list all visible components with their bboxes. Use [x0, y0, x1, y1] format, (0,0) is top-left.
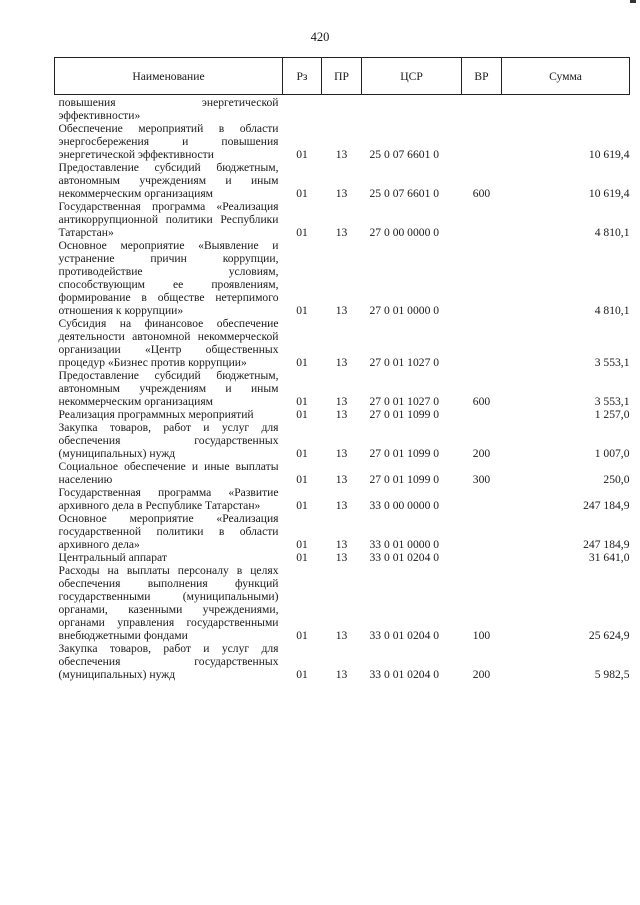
cell-csr: 27 0 01 1099 0: [369, 408, 440, 421]
cell-name: Реализация программных мероприятий: [58, 408, 254, 421]
cell-pr: 13: [335, 356, 348, 369]
table-row: [55, 161, 630, 200]
cell-pr: 13: [335, 148, 348, 161]
cell-sum: 3 553,1: [594, 395, 630, 408]
cell-pr: 13: [335, 408, 348, 421]
table-row: [55, 239, 630, 317]
cell-vr: [462, 122, 502, 161]
table-row: [55, 486, 630, 512]
header-pr: ПР: [322, 58, 362, 95]
cell-rz: 01: [296, 551, 308, 564]
header-rz: Рз: [283, 58, 322, 95]
cell-sum: 247 184,9: [583, 538, 630, 551]
cell-csr: 33 0 01 0204 0: [369, 551, 440, 564]
cell-pr: [322, 95, 362, 123]
cell-vr: [462, 317, 502, 369]
cell-sum: 4 810,1: [594, 304, 630, 317]
cell-csr: 33 0 01 0204 0: [369, 668, 440, 681]
cell-name: Государственная программа «Реализация антикоррупционной политики Республики Татарстан»: [58, 200, 279, 239]
cell-sum: 31 641,0: [588, 551, 630, 564]
cell-csr: 27 0 01 1027 0: [369, 356, 440, 369]
header-sum: Сумма: [502, 58, 630, 95]
cell-name: Основное мероприятие «Реализация государственной политики в области архивного дела»: [58, 512, 279, 551]
cell-csr: 33 0 00 0000 0: [369, 499, 440, 512]
corner-mark: [630, 0, 636, 3]
cell-csr: 33 0 01 0204 0: [369, 629, 440, 642]
cell-vr: 200: [472, 447, 491, 460]
cell-pr: 13: [335, 187, 348, 200]
cell-pr: 13: [335, 447, 348, 460]
cell-sum: 5 982,5: [594, 668, 630, 681]
cell-sum: 10 619,4: [588, 187, 630, 200]
table-row: [55, 460, 630, 486]
header-csr: ЦСР: [362, 58, 462, 95]
cell-vr: [462, 200, 502, 239]
cell-sum: 25 624,9: [588, 629, 630, 642]
cell-csr: 33 0 01 0000 0: [369, 538, 440, 551]
cell-csr: 27 0 01 1027 0: [369, 395, 440, 408]
cell-name: Закупка товаров, работ и услуг для обеспечения государственных (муниципальных) нужд: [58, 421, 279, 460]
page-number: 420: [310, 30, 330, 44]
budget-table: [54, 57, 630, 681]
cell-sum: 1 007,0: [594, 447, 630, 460]
cell-vr: [462, 95, 502, 123]
cell-pr: 13: [335, 668, 348, 681]
cell-sum: 1 257,0: [594, 408, 630, 421]
cell-name: Предоставление субсидий бюджетным, автономным учреждениям и иным некоммерческим организациям: [58, 369, 279, 408]
table-row: [55, 421, 630, 460]
cell-csr: [362, 95, 462, 123]
cell-csr: 27 0 01 1099 0: [369, 447, 440, 460]
cell-vr: 300: [472, 473, 491, 486]
cell-pr: 13: [335, 629, 348, 642]
cell-rz: 01: [296, 148, 308, 161]
cell-rz: 01: [296, 226, 308, 239]
cell-vr: [462, 512, 502, 551]
table-row: [55, 317, 630, 369]
cell-sum: [502, 95, 630, 123]
table-row: [55, 122, 630, 161]
cell-name: Расходы на выплаты персоналу в целях обеспечения выполнения функций государственными (муниципальными) органами, казенными учреждениями, органами управления государственными внебюджетными фондами: [58, 564, 279, 642]
cell-vr: 600: [472, 187, 491, 200]
cell-rz: 01: [296, 408, 308, 421]
cell-vr: [462, 551, 502, 564]
cell-rz: 01: [296, 356, 308, 369]
cell-pr: 13: [335, 473, 348, 486]
cell-csr: 25 0 07 6601 0: [369, 187, 440, 200]
cell-name: Государственная программа «Развитие архивного дела в Республике Татарстан»: [58, 486, 279, 512]
cell-name: Закупка товаров, работ и услуг для обеспечения государственных (муниципальных) нужд: [58, 642, 279, 681]
cell-sum: 250,0: [603, 473, 630, 486]
cell-pr: 13: [335, 395, 348, 408]
cell-rz: 01: [296, 499, 308, 512]
table-row: [55, 551, 630, 564]
table-row: [55, 95, 630, 123]
header-vr: ВР: [462, 58, 502, 95]
table-row: [55, 564, 630, 642]
cell-rz: 01: [296, 187, 308, 200]
cell-sum: 3 553,1: [594, 356, 630, 369]
cell-sum: 247 184,9: [583, 499, 630, 512]
table-row: [55, 200, 630, 239]
cell-vr: [462, 408, 502, 421]
cell-rz: 01: [296, 395, 308, 408]
cell-pr: 13: [335, 551, 348, 564]
cell-name: Центральный аппарат: [58, 551, 167, 564]
cell-pr: 13: [335, 538, 348, 551]
cell-rz: 01: [296, 447, 308, 460]
cell-pr: 13: [335, 499, 348, 512]
cell-vr: [462, 239, 502, 317]
cell-rz: 01: [296, 473, 308, 486]
cell-vr: 100: [472, 629, 491, 642]
cell-csr: 27 0 01 0000 0: [369, 304, 440, 317]
cell-name: Основное мероприятие «Выявление и устранение причин коррупции, противодействие условиям, способствующим ее проявлениям, формирование в обществе нетерпимого отношения к коррупции»: [58, 239, 279, 317]
cell-sum: 4 810,1: [594, 226, 630, 239]
cell-rz: [283, 95, 322, 123]
table-body: [55, 95, 630, 682]
cell-name: повышения энергетической эффективности»: [58, 96, 279, 122]
cell-name: Предоставление субсидий бюджетным, автономным учреждениям и иным некоммерческим организациям: [58, 161, 279, 200]
cell-rz: 01: [296, 668, 308, 681]
cell-csr: 27 0 00 0000 0: [369, 226, 440, 239]
cell-pr: 13: [335, 304, 348, 317]
cell-pr: 13: [335, 226, 348, 239]
table-row: [55, 369, 630, 408]
cell-vr: [462, 486, 502, 512]
cell-name: Социальное обеспечение и иные выплаты населению: [58, 460, 279, 486]
table-header: [55, 58, 630, 95]
cell-rz: 01: [296, 538, 308, 551]
cell-sum: 10 619,4: [588, 148, 630, 161]
cell-csr: 27 0 01 1099 0: [369, 473, 440, 486]
cell-vr: 200: [472, 668, 491, 681]
cell-rz: 01: [296, 629, 308, 642]
table-row: [55, 512, 630, 551]
cell-name: Субсидия на финансовое обеспечение деятельности автономной некоммерческой организации «Центр общественных процедур «Бизнес против коррупции»: [58, 317, 279, 369]
cell-csr: 25 0 07 6601 0: [369, 148, 440, 161]
cell-vr: 600: [472, 395, 491, 408]
header-name: Наименование: [55, 58, 283, 95]
table-row: [55, 642, 630, 681]
table-row: [55, 408, 630, 421]
cell-rz: 01: [296, 304, 308, 317]
cell-name: Обеспечение мероприятий в области энергосбережения и повышения энергетической эффективности: [58, 122, 279, 161]
